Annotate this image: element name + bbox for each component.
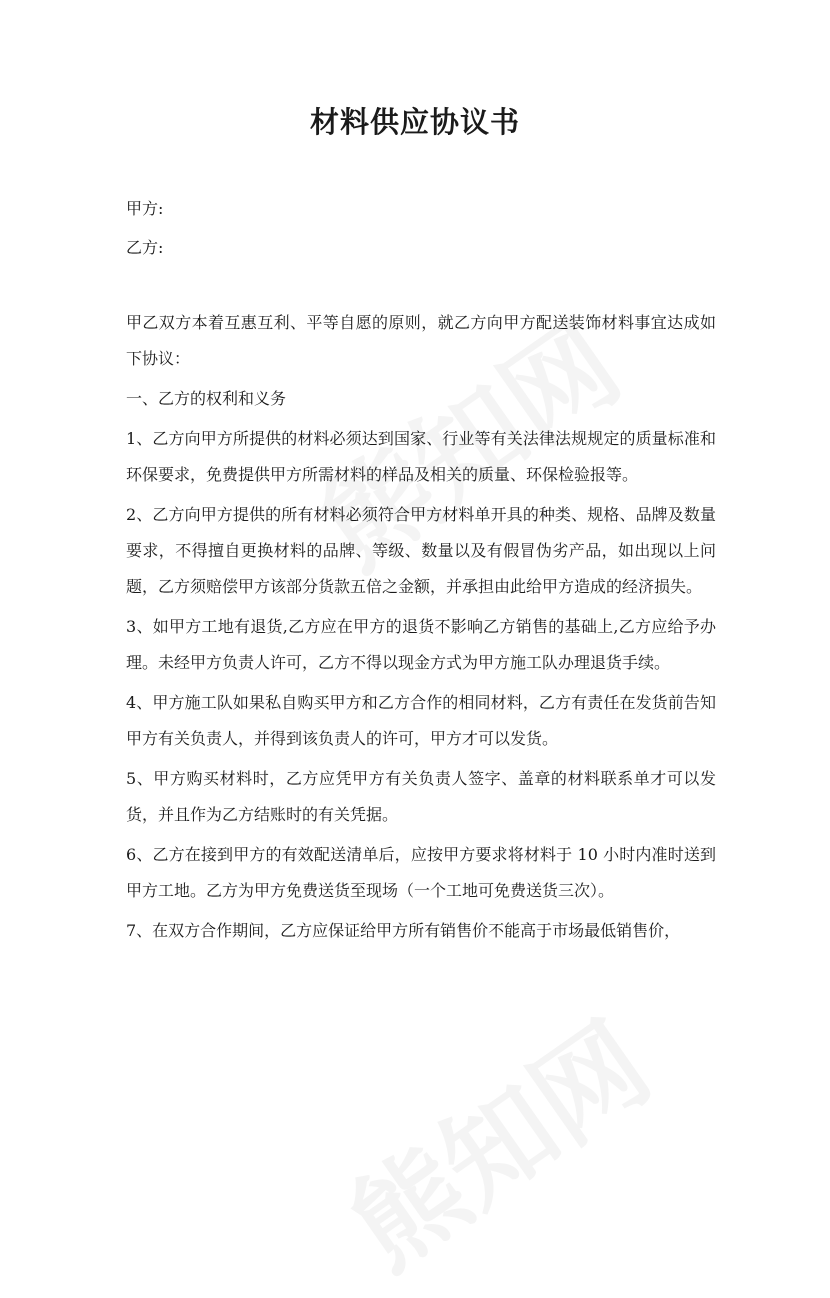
watermark-bottom	[315, 980, 676, 1298]
clause-3: 3、如甲方工地有退货,乙方应在甲方的退货不影响乙方销售的基础上,乙方应给予办理。未经甲方负责人许可，乙方不得以现金方式为甲方施工队办理退货手续。	[126, 617, 716, 672]
section-heading: 一、乙方的权利和义务	[126, 389, 287, 408]
clause-1: 1、乙方向甲方所提供的材料必须达到国家、行业等有关法律法规规定的质量标准和环保要求，免费提供甲方所需材料的样品及相关的质量、环保检验报等。	[126, 429, 716, 484]
clause-2: 2、乙方向甲方提供的所有材料必须符合甲方材料单开具的种类、规格、品牌及数量要求，不得擅自更换材料的品牌、等级、数量以及有假冒伪劣产品，如出现以上问题，乙方须赔偿甲方该部分货款五倍之金额，并承担由此给甲方造成的经济损失。	[126, 505, 716, 596]
clause-6: 6、乙方在接到甲方的有效配送清单后，应按甲方要求将材料于 10 小时内准时送到甲方工地。乙方为甲方免费送货至现场（一个工地可免费送货三次）。	[126, 845, 716, 900]
clause-4: 4、甲方施工队如果私自购买甲方和乙方合作的相同材料，乙方有责任在发货前告知甲方有关负责人，并得到该负责人的许可，甲方才可以发货。	[126, 693, 716, 748]
intro-paragraph: 甲乙双方本着互惠互利、平等自愿的原则，就乙方向甲方配送装饰材料事宜达成如下协议：	[126, 313, 716, 368]
clause-5: 5、甲方购买材料时，乙方应凭甲方有关负责人签字、盖章的材料联系单才可以发货，并且作为乙方结账时的有关凭据。	[126, 769, 716, 824]
party-a-label: 甲方:	[126, 199, 164, 218]
document-title: 材料供应协议书	[309, 105, 520, 139]
document-body	[126, 305, 716, 953]
party-b-label: 乙方:	[126, 238, 164, 257]
clause-7: 7、在双方合作期间，乙方应保证给甲方所有销售价不能高于市场最低销售价，	[126, 921, 681, 940]
